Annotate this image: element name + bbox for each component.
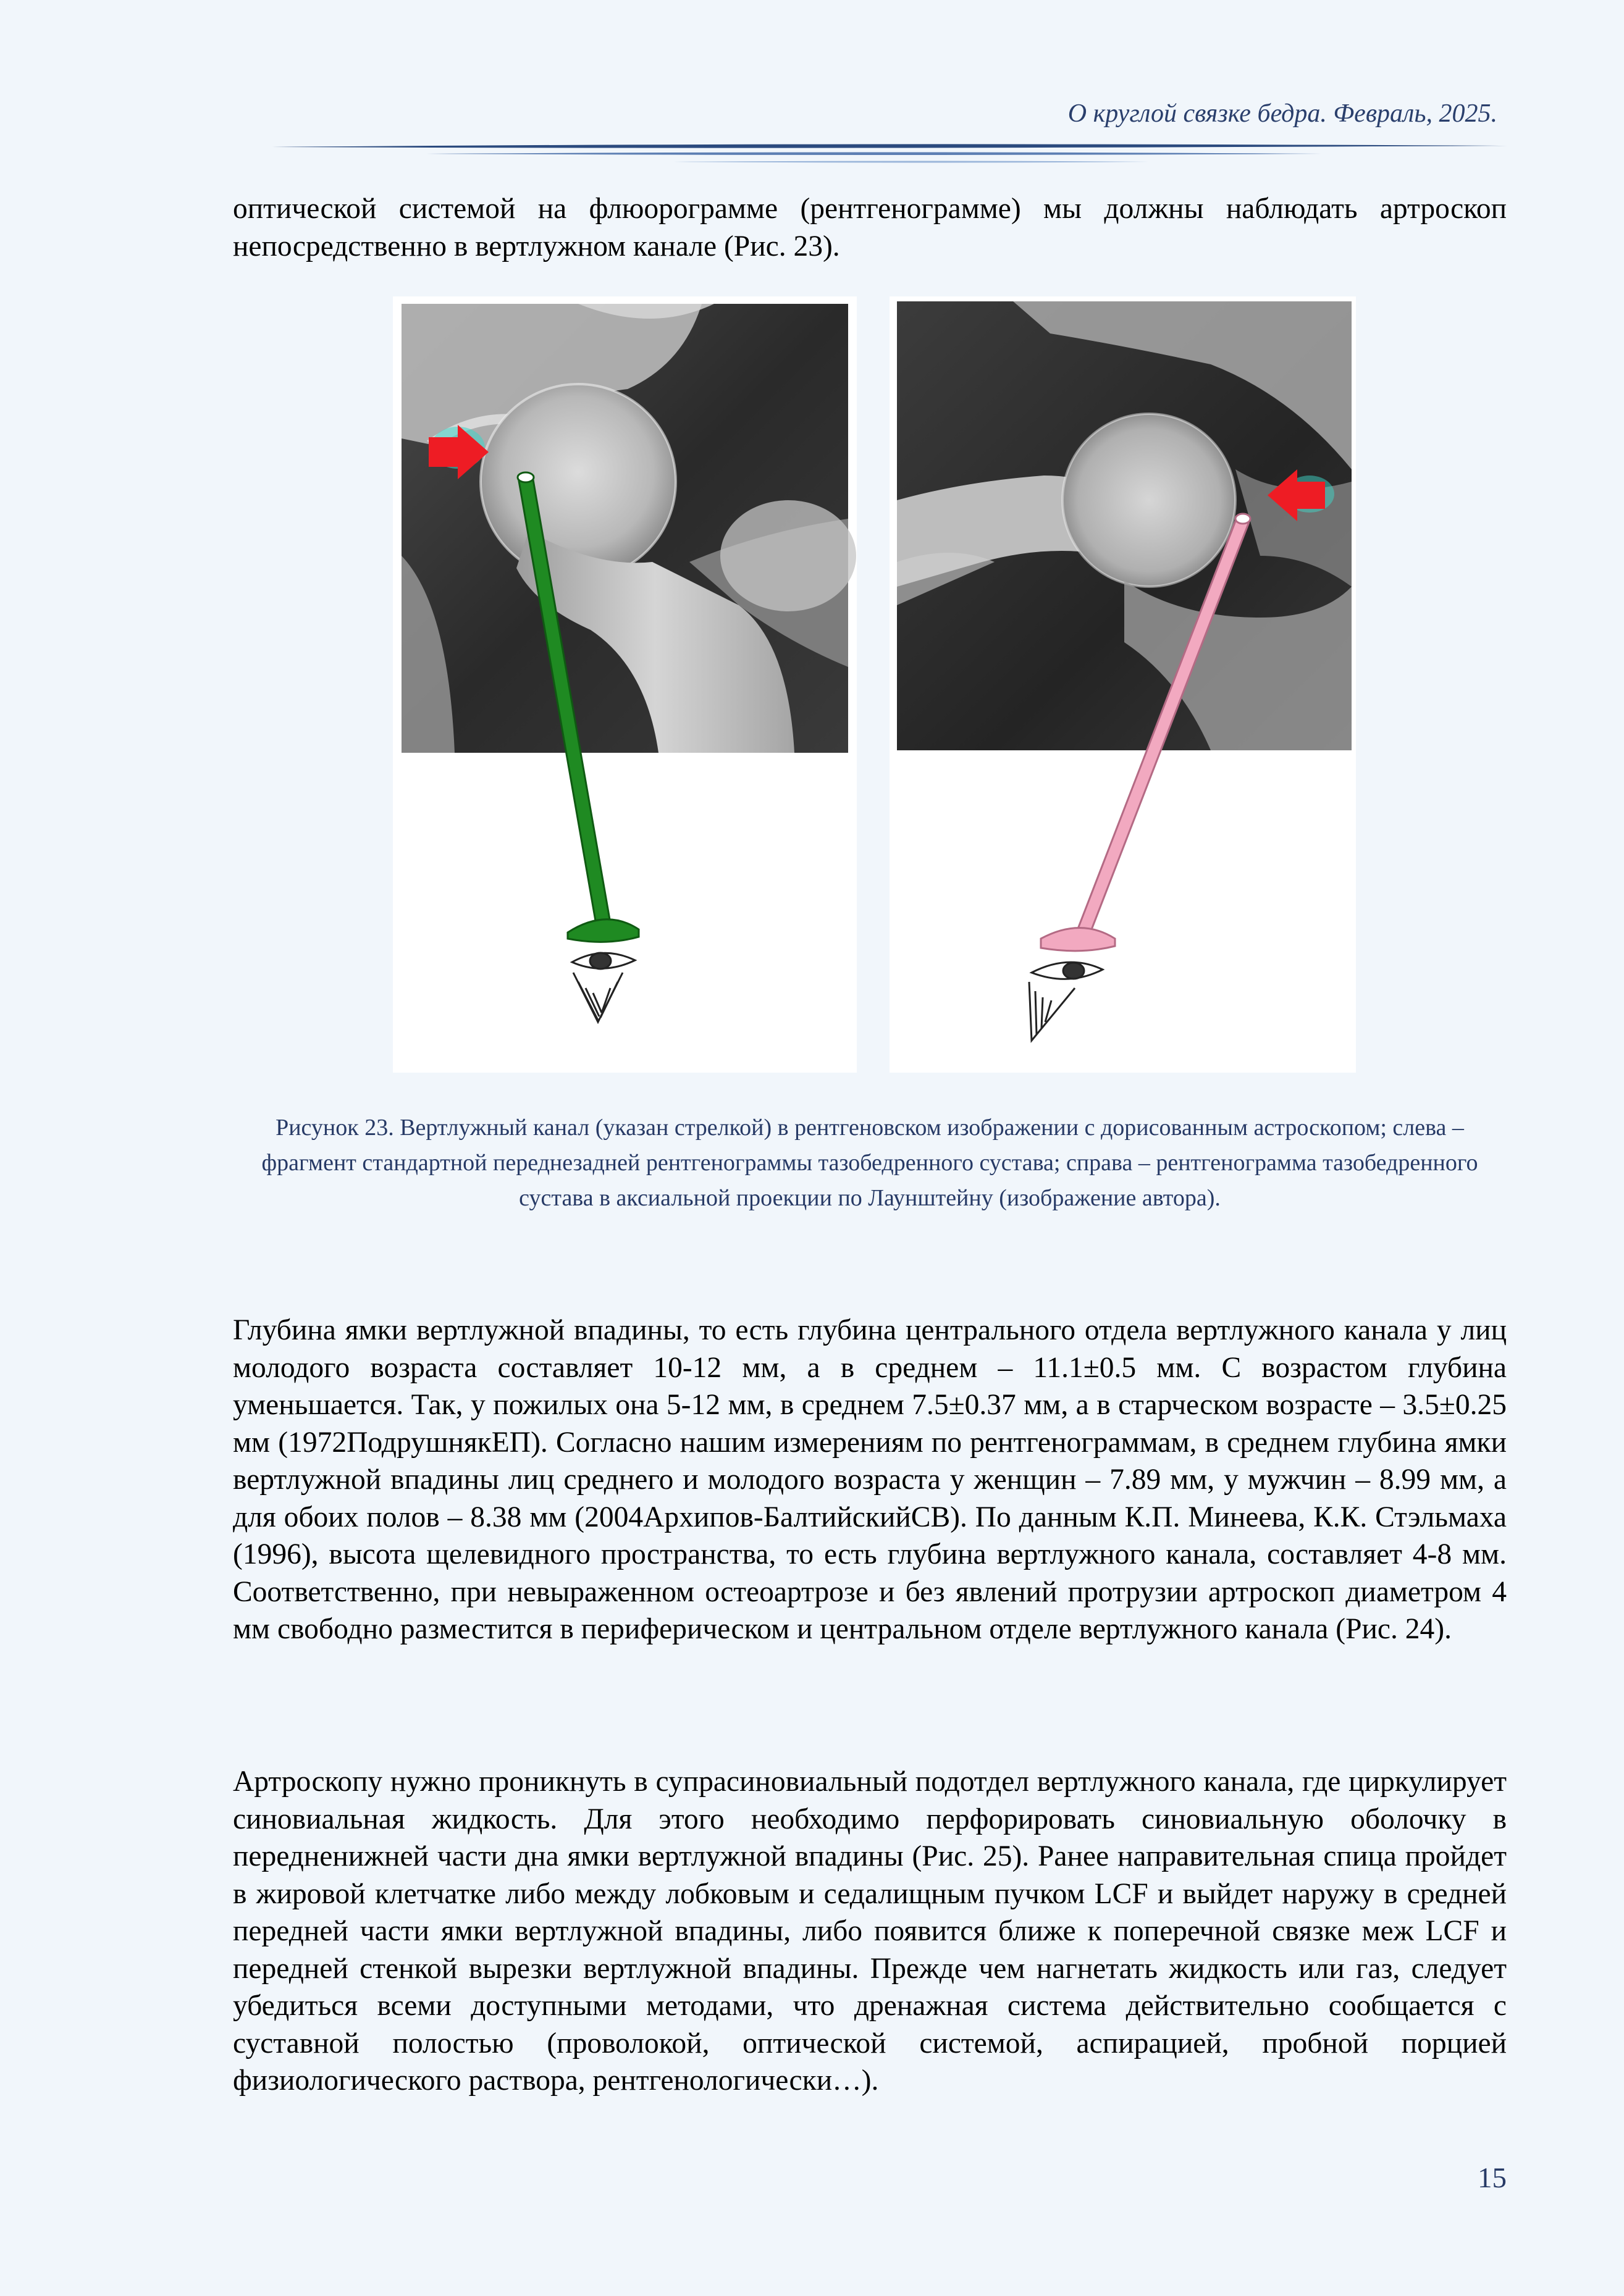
eye-sketch xyxy=(572,953,635,1022)
figure-caption: Рисунок 23. Вертлужный канал (указан стрелкой) в рентгеновском изображении с дорисованным астроскопом; слева – фрагмент стандартной переднезадней рентгенограммы тазобедренного сустава; справа – рентгенограмма тазобедренного сустава в аксиальной проекции по Лаунштейну (изображение автора). xyxy=(261,1115,1478,1211)
running-header: О круглой связке бедра. Февраль, 2025. xyxy=(1067,99,1497,128)
body-paragraph-arthroscope: Артроскопу нужно проникнуть в супрасиновиальный подотдел вертлужного канала, где циркулирует синовиальная жидкость. Для этого необходимо перфорировать синовиальную оболочку в передненижней части дна ямки вертлужной впадины (Рис. 25). Ранее направительная спица пройдет в жировой клетчатке либо между лобковым и седалищным пучком LCF и выйдет наружу в средней передней части ямки вертлужной впадины, либо появится ближе к поперечной связке меж LCF и передней стенкой вырезки вертлужной впадины. Прежде чем нагнетать жидкость или газ, следует убедиться всеми доступными методами, что дренажная система действительно сообщается с суставной полостью (проволокой, оптической системой, аспирацией, пробной порцией физиологического раствора, рентгенологически…). xyxy=(233,1766,1507,2097)
header-decorative-rule xyxy=(272,137,1507,168)
page-number: 15 xyxy=(1478,2162,1507,2194)
figure-panel-left xyxy=(393,296,857,1073)
body-paragraph-depth: Глубина ямки вертлужной впадины, то есть глубина центрального отдела вертлужного канала у лиц молодого возраста составляет 10-12 мм, а в среднем – 11.1±0.5 мм. С возрастом глубина уменьшается. Так, у пожилых она 5-12 мм, в среднем 7.5±0.37 мм, а в старческом возрасте – 3.5±0.25 мм (1972ПодрушнякЕП). Согласно нашим измерениям по рентгенограммам, в среднем глубина ямки вертлужной впадины лиц среднего и молодого возраста у женщин – 7.89 мм, у мужчин – 8.99 мм, а для обоих полов – 8.38 мм (2004Архипов-БалтийскийСВ). По данным К.П. Минеева, К.К. Стэльмаха (1996), высота щелевидного пространства, то есть глубина вертлужного канала, составляет 4-8 мм. Соответственно, при невыраженном остеоартрозе и без явлений протрузии артроскоп диаметром 4 мм свободно разместится в периферическом и центральном отделе вертлужного канала (Рис. 24). xyxy=(233,1314,1507,1645)
figure-panel-right xyxy=(890,296,1356,1073)
xray-axial-illustration xyxy=(890,296,1356,1073)
eye-sketch xyxy=(1029,962,1103,1041)
xray-ap-illustration xyxy=(393,296,857,1073)
body-paragraph-intro: оптической системой на флюорограмме (рентгенограмме) мы должны наблюдать артроскоп непосредственно в вертлужном канале (Рис. 23). xyxy=(233,193,1507,262)
